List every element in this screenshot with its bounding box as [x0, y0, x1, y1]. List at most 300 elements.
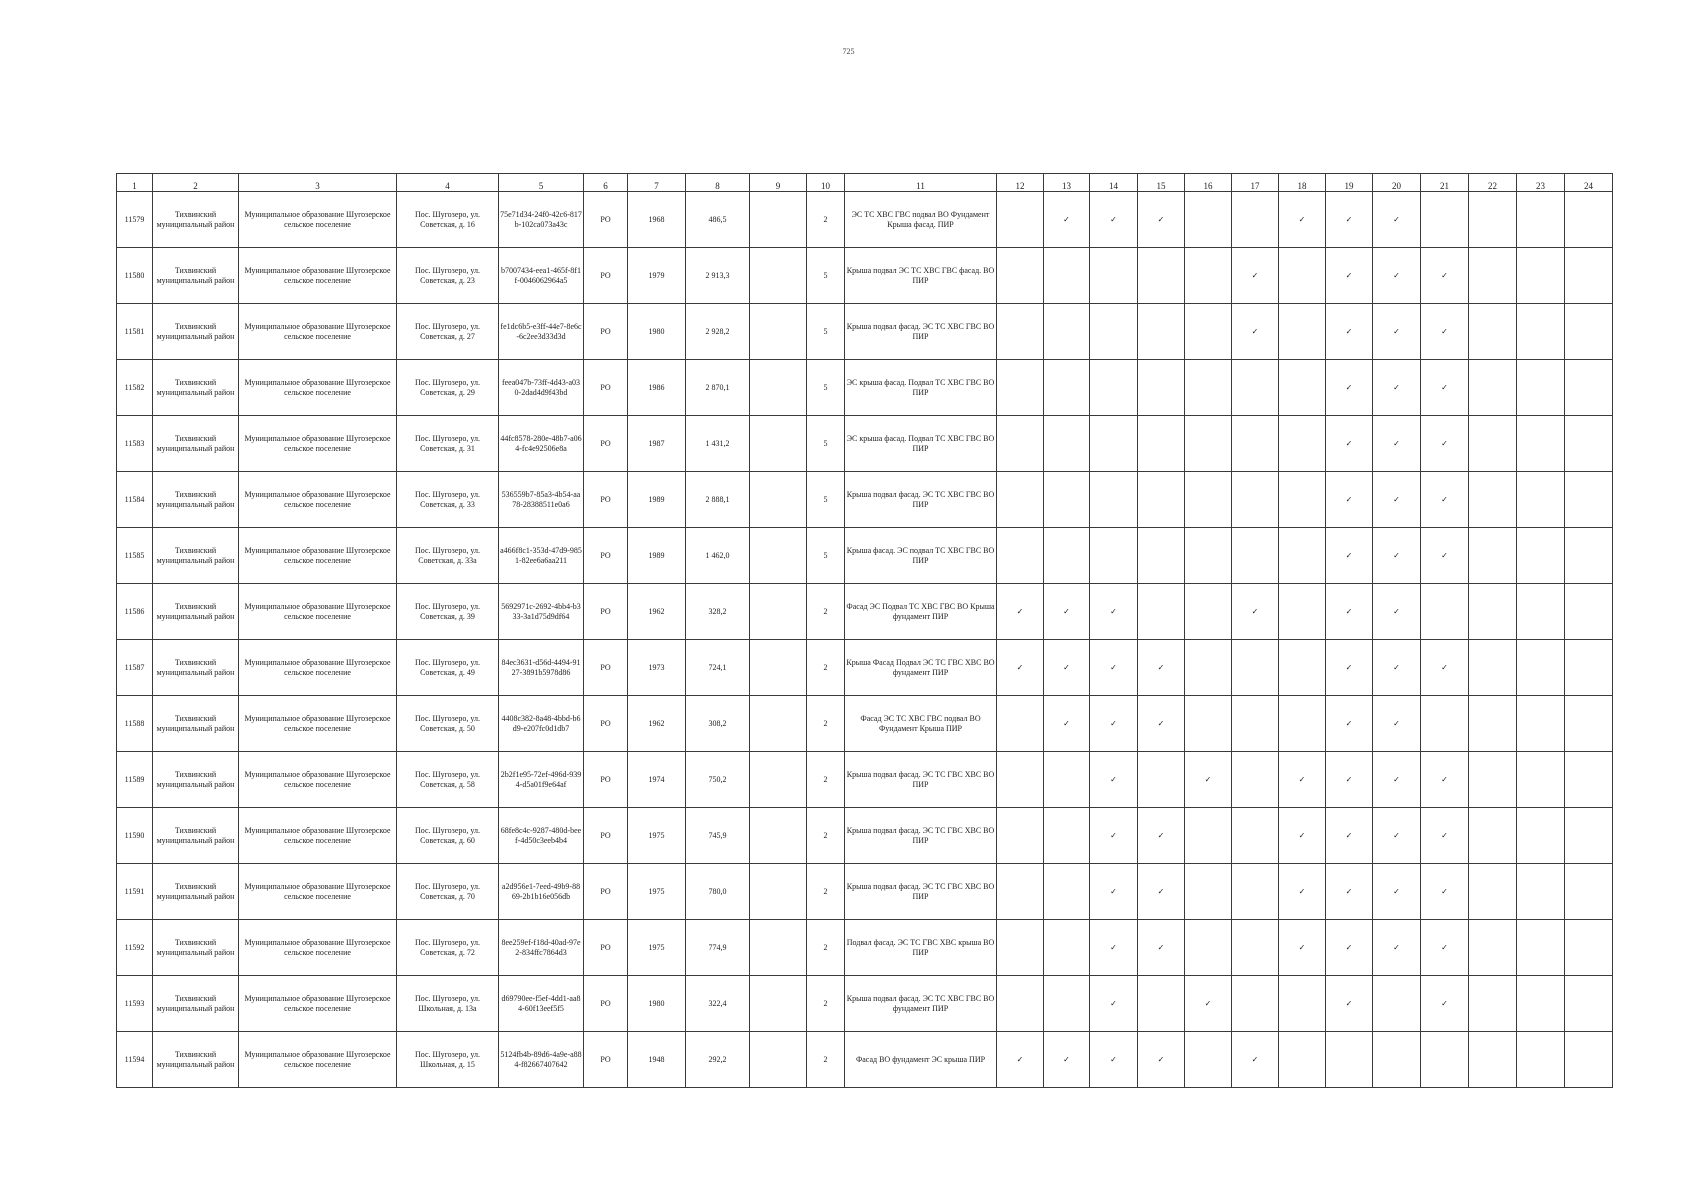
address-cell: Пос. Шугозеро, ул. Советская, д. 72: [397, 920, 499, 976]
work-flag-col-17: [1232, 528, 1279, 584]
build-year-cell: 1973: [628, 640, 686, 696]
district-cell: Тихвинский муниципальный район: [153, 416, 239, 472]
work-flag-col-22: [1469, 528, 1517, 584]
work-flag-col-15: [1138, 248, 1185, 304]
work-flag-col-23: [1517, 528, 1565, 584]
municipality-cell: Муниципальное образование Шугозерское сельское поселение: [239, 416, 397, 472]
works-list-cell: Фасад ЭС ТС ХВС ГВС подвал ВО Фундамент Крыша ПИР: [845, 696, 997, 752]
checkmark-icon: ✓: [1345, 830, 1353, 840]
district-cell: Тихвинский муниципальный район: [153, 360, 239, 416]
address-cell: Пос. Шугозеро, ул. Советская, д. 33а: [397, 528, 499, 584]
work-flag-col-14: [1090, 920, 1138, 976]
build-year-cell: 1979: [628, 248, 686, 304]
column-header-13: 13: [1044, 174, 1090, 192]
work-flag-col-19: [1326, 976, 1373, 1032]
address-cell: Пос. Шугозеро, ул. Школьная, д. 13а: [397, 976, 499, 1032]
checkmark-icon: ✓: [1204, 998, 1212, 1008]
district-cell: Тихвинский муниципальный район: [153, 752, 239, 808]
work-flag-col-17: [1232, 640, 1279, 696]
column-header-9: 9: [750, 174, 807, 192]
work-flag-col-13: [1044, 528, 1090, 584]
table-row: [117, 248, 1613, 304]
work-flag-col-20: [1373, 640, 1421, 696]
district-cell: Тихвинский муниципальный район: [153, 528, 239, 584]
row-number: 11592: [117, 920, 153, 976]
management-type-cell: РО: [584, 584, 628, 640]
area-cell: 724,1: [686, 640, 750, 696]
work-flag-col-12: [997, 808, 1044, 864]
address-cell: Пос. Шугозеро, ул. Советская, д. 70: [397, 864, 499, 920]
build-year-cell: 1986: [628, 360, 686, 416]
work-flag-col-20: [1373, 584, 1421, 640]
house-uuid-cell: 2b2f1e95-72ef-496d-9394-d5a01f9e64af: [499, 752, 584, 808]
work-flag-col-22: [1469, 304, 1517, 360]
checkmark-icon: ✓: [1063, 662, 1070, 672]
area-cell: 2 913,3: [686, 248, 750, 304]
works-list-cell: Крыша подвал фасад. ЭС ТС ХВС ГВС ВО фундамент ПИР: [845, 976, 997, 1032]
work-flag-col-12: [997, 528, 1044, 584]
work-flag-col-13: [1044, 920, 1090, 976]
checkmark-icon: ✓: [1345, 214, 1353, 224]
work-flag-col-14: [1090, 416, 1138, 472]
work-flag-col-22: [1469, 248, 1517, 304]
work-flag-col-18: [1279, 304, 1326, 360]
work-flag-col-12: [997, 976, 1044, 1032]
work-flag-col-18: [1279, 360, 1326, 416]
work-flag-col-18: [1279, 416, 1326, 472]
district-cell: Тихвинский муниципальный район: [153, 472, 239, 528]
work-flag-col-19: [1326, 528, 1373, 584]
column-header-21: 21: [1421, 174, 1469, 192]
work-flag-col-17: [1232, 864, 1279, 920]
work-flag-col-23: [1517, 192, 1565, 248]
checkmark-icon: ✓: [1251, 606, 1259, 616]
work-flag-col-13: [1044, 696, 1090, 752]
work-flag-col-18: [1279, 584, 1326, 640]
work-flag-col-18: [1279, 920, 1326, 976]
area-cell: 2 870,1: [686, 360, 750, 416]
address-cell: Пос. Шугозеро, ул. Советская, д. 50: [397, 696, 499, 752]
address-cell: Пос. Шугозеро, ул. Советская, д. 16: [397, 192, 499, 248]
work-flag-col-18: [1279, 864, 1326, 920]
row-number: 11579: [117, 192, 153, 248]
work-flag-col-17: [1232, 248, 1279, 304]
area-cell: 322,4: [686, 976, 750, 1032]
column-header-3: 3: [239, 174, 397, 192]
floors-cell: 2: [807, 808, 845, 864]
work-flag-col-13: [1044, 752, 1090, 808]
checkmark-icon: ✓: [1345, 494, 1353, 504]
work-flag-col-17: [1232, 472, 1279, 528]
row-number: 11594: [117, 1032, 153, 1088]
column-9-cell: [750, 248, 807, 304]
column-header-8: 8: [686, 174, 750, 192]
area-cell: 774,9: [686, 920, 750, 976]
checkmark-icon: ✓: [1441, 830, 1448, 840]
work-flag-col-24: [1565, 752, 1613, 808]
address-cell: Пос. Шугозеро, ул. Советская, д. 49: [397, 640, 499, 696]
work-flag-col-13: [1044, 360, 1090, 416]
management-type-cell: РО: [584, 696, 628, 752]
row-number: 11593: [117, 976, 153, 1032]
work-flag-col-18: [1279, 696, 1326, 752]
floors-cell: 2: [807, 976, 845, 1032]
checkmark-icon: ✓: [1441, 270, 1448, 280]
management-type-cell: РО: [584, 1032, 628, 1088]
column-header-7: 7: [628, 174, 686, 192]
column-header-17: 17: [1232, 174, 1279, 192]
area-cell: 745,9: [686, 808, 750, 864]
table-row: [117, 528, 1613, 584]
work-flag-col-17: [1232, 584, 1279, 640]
checkmark-icon: ✓: [1157, 718, 1165, 728]
works-list-cell: Фасад ЭС Подвал ТС ХВС ГВС ВО Крыша фундамент ПИР: [845, 584, 997, 640]
work-flag-col-18: [1279, 192, 1326, 248]
works-list-cell: Крыша фасад. ЭС подвал ТС ХВС ГВС ВО ПИР: [845, 528, 997, 584]
column-header-6: 6: [584, 174, 628, 192]
column-header-10: 10: [807, 174, 845, 192]
works-list-cell: Крыша подвал фасад. ЭС ТС ГВС ХВС ВО ПИР: [845, 808, 997, 864]
work-flag-col-13: [1044, 304, 1090, 360]
column-9-cell: [750, 528, 807, 584]
municipality-cell: Муниципальное образование Шугозерское сельское поселение: [239, 752, 397, 808]
works-list-cell: Крыша подвал ЭС ТС ХВС ГВС фасад. ВО ПИР: [845, 248, 997, 304]
work-flag-col-12: [997, 584, 1044, 640]
checkmark-icon: ✓: [1393, 214, 1400, 224]
work-flag-col-22: [1469, 640, 1517, 696]
checkmark-icon: ✓: [1110, 942, 1117, 952]
build-year-cell: 1989: [628, 472, 686, 528]
checkmark-icon: ✓: [1393, 494, 1400, 504]
checkmark-icon: ✓: [1298, 774, 1306, 784]
work-flag-col-15: [1138, 304, 1185, 360]
work-flag-col-14: [1090, 528, 1138, 584]
works-list-cell: ЭС ТС ХВС ГВС подвал ВО Фундамент Крыша фасад. ПИР: [845, 192, 997, 248]
checkmark-icon: ✓: [1441, 774, 1448, 784]
work-flag-col-14: [1090, 304, 1138, 360]
table-body: [117, 192, 1613, 1088]
work-flag-col-23: [1517, 248, 1565, 304]
build-year-cell: 1975: [628, 808, 686, 864]
column-9-cell: [750, 1032, 807, 1088]
work-flag-col-12: [997, 1032, 1044, 1088]
checkmark-icon: ✓: [1063, 1054, 1070, 1064]
work-flag-col-23: [1517, 304, 1565, 360]
work-flag-col-22: [1469, 920, 1517, 976]
work-flag-col-19: [1326, 640, 1373, 696]
checkmark-icon: ✓: [1393, 438, 1400, 448]
work-flag-col-19: [1326, 248, 1373, 304]
municipality-cell: Муниципальное образование Шугозерское сельское поселение: [239, 864, 397, 920]
municipality-cell: Муниципальное образование Шугозерское сельское поселение: [239, 640, 397, 696]
work-flag-col-19: [1326, 472, 1373, 528]
checkmark-icon: ✓: [1345, 606, 1353, 616]
works-list-cell: Крыша подвал фасад. ЭС ТС ГВС ХВС ВО ПИР: [845, 752, 997, 808]
work-flag-col-18: [1279, 248, 1326, 304]
works-list-cell: Крыша подвал фасад. ЭС ТС ХВС ГВС ВО ПИР: [845, 304, 997, 360]
work-flag-col-18: [1279, 808, 1326, 864]
checkmark-icon: ✓: [1110, 886, 1117, 896]
column-9-cell: [750, 304, 807, 360]
work-flag-col-23: [1517, 696, 1565, 752]
table-row: [117, 1032, 1613, 1088]
district-cell: Тихвинский муниципальный район: [153, 976, 239, 1032]
work-flag-col-15: [1138, 360, 1185, 416]
works-list-cell: Фасад ВО фундамент ЭС крыша ПИР: [845, 1032, 997, 1088]
area-cell: 750,2: [686, 752, 750, 808]
checkmark-icon: ✓: [1110, 606, 1117, 616]
checkmark-icon: ✓: [1441, 438, 1448, 448]
work-flag-col-12: [997, 696, 1044, 752]
work-flag-col-14: [1090, 696, 1138, 752]
management-type-cell: РО: [584, 920, 628, 976]
work-flag-col-23: [1517, 472, 1565, 528]
work-flag-col-15: [1138, 696, 1185, 752]
floors-cell: 5: [807, 304, 845, 360]
checkmark-icon: ✓: [1393, 550, 1400, 560]
work-flag-col-15: [1138, 416, 1185, 472]
column-header-24: 24: [1565, 174, 1613, 192]
work-flag-col-23: [1517, 416, 1565, 472]
work-flag-col-16: [1185, 528, 1232, 584]
table-row: [117, 304, 1613, 360]
table-row: [117, 864, 1613, 920]
work-flag-col-13: [1044, 976, 1090, 1032]
checkmark-icon: ✓: [1393, 662, 1400, 672]
checkmark-icon: ✓: [1110, 774, 1117, 784]
work-flag-col-16: [1185, 416, 1232, 472]
address-cell: Пос. Шугозеро, ул. Советская, д. 31: [397, 416, 499, 472]
work-flag-col-17: [1232, 696, 1279, 752]
management-type-cell: РО: [584, 416, 628, 472]
floors-cell: 2: [807, 1032, 845, 1088]
work-flag-col-15: [1138, 920, 1185, 976]
row-number: 11587: [117, 640, 153, 696]
work-flag-col-23: [1517, 360, 1565, 416]
page-number: 725: [842, 47, 855, 56]
checkmark-icon: ✓: [1345, 550, 1353, 560]
work-flag-col-14: [1090, 584, 1138, 640]
work-flag-col-24: [1565, 360, 1613, 416]
work-flag-col-14: [1090, 360, 1138, 416]
work-flag-col-15: [1138, 472, 1185, 528]
row-number: 11583: [117, 416, 153, 472]
build-year-cell: 1980: [628, 976, 686, 1032]
work-flag-col-20: [1373, 976, 1421, 1032]
area-cell: 328,2: [686, 584, 750, 640]
work-flag-col-17: [1232, 360, 1279, 416]
checkmark-icon: ✓: [1016, 606, 1024, 616]
work-flag-col-17: [1232, 192, 1279, 248]
work-flag-col-16: [1185, 304, 1232, 360]
work-flag-col-24: [1565, 920, 1613, 976]
work-flag-col-13: [1044, 584, 1090, 640]
house-uuid-cell: a2d956e1-7eed-49b9-8869-2b1b16e056db: [499, 864, 584, 920]
row-number: 11580: [117, 248, 153, 304]
work-flag-col-24: [1565, 192, 1613, 248]
municipality-cell: Муниципальное образование Шугозерское сельское поселение: [239, 584, 397, 640]
work-flag-col-17: [1232, 1032, 1279, 1088]
work-flag-col-15: [1138, 192, 1185, 248]
management-type-cell: РО: [584, 304, 628, 360]
checkmark-icon: ✓: [1345, 718, 1353, 728]
work-flag-col-17: [1232, 752, 1279, 808]
work-flag-col-22: [1469, 696, 1517, 752]
table-row: [117, 752, 1613, 808]
build-year-cell: 1948: [628, 1032, 686, 1088]
checkmark-icon: ✓: [1441, 942, 1448, 952]
work-flag-col-21: [1421, 976, 1469, 1032]
column-9-cell: [750, 752, 807, 808]
management-type-cell: РО: [584, 640, 628, 696]
work-flag-col-19: [1326, 920, 1373, 976]
work-flag-col-24: [1565, 472, 1613, 528]
work-flag-col-23: [1517, 808, 1565, 864]
work-flag-col-18: [1279, 640, 1326, 696]
work-flag-col-12: [997, 640, 1044, 696]
work-flag-col-23: [1517, 640, 1565, 696]
floors-cell: 2: [807, 584, 845, 640]
work-flag-col-14: [1090, 864, 1138, 920]
work-flag-col-21: [1421, 528, 1469, 584]
checkmark-icon: ✓: [1251, 326, 1259, 336]
checkmark-icon: ✓: [1298, 830, 1306, 840]
work-flag-col-22: [1469, 472, 1517, 528]
work-flag-col-23: [1517, 1032, 1565, 1088]
work-flag-col-13: [1044, 864, 1090, 920]
column-header-2: 2: [153, 174, 239, 192]
work-flag-col-19: [1326, 416, 1373, 472]
floors-cell: 5: [807, 416, 845, 472]
floors-cell: 2: [807, 696, 845, 752]
checkmark-icon: ✓: [1345, 382, 1353, 392]
work-flag-col-20: [1373, 528, 1421, 584]
column-header-11: 11: [845, 174, 997, 192]
work-flag-col-21: [1421, 416, 1469, 472]
floors-cell: 2: [807, 640, 845, 696]
work-flag-col-17: [1232, 416, 1279, 472]
work-flag-col-20: [1373, 920, 1421, 976]
work-flag-col-13: [1044, 472, 1090, 528]
management-type-cell: РО: [584, 472, 628, 528]
management-type-cell: РО: [584, 976, 628, 1032]
work-flag-col-16: [1185, 920, 1232, 976]
work-flag-col-20: [1373, 360, 1421, 416]
house-uuid-cell: 4408c382-8a48-4bbd-b6d9-e207fc0d1db7: [499, 696, 584, 752]
area-cell: 292,2: [686, 1032, 750, 1088]
row-number: 11586: [117, 584, 153, 640]
work-flag-col-12: [997, 752, 1044, 808]
work-flag-col-23: [1517, 920, 1565, 976]
checkmark-icon: ✓: [1345, 942, 1353, 952]
checkmark-icon: ✓: [1110, 718, 1117, 728]
checkmark-icon: ✓: [1345, 326, 1353, 336]
build-year-cell: 1989: [628, 528, 686, 584]
municipality-cell: Муниципальное образование Шугозерское сельское поселение: [239, 1032, 397, 1088]
column-header-1: 1: [117, 174, 153, 192]
work-flag-col-20: [1373, 192, 1421, 248]
floors-cell: 5: [807, 248, 845, 304]
work-flag-col-16: [1185, 248, 1232, 304]
work-flag-col-16: [1185, 976, 1232, 1032]
work-flag-col-17: [1232, 304, 1279, 360]
work-flag-col-22: [1469, 584, 1517, 640]
district-cell: Тихвинский муниципальный район: [153, 304, 239, 360]
work-flag-col-12: [997, 416, 1044, 472]
build-year-cell: 1962: [628, 584, 686, 640]
work-flag-col-13: [1044, 1032, 1090, 1088]
house-uuid-cell: d69790ee-f5ef-4dd1-aa84-60f13eef5f5: [499, 976, 584, 1032]
work-flag-col-21: [1421, 864, 1469, 920]
municipality-cell: Муниципальное образование Шугозерское сельское поселение: [239, 976, 397, 1032]
work-flag-col-22: [1469, 1032, 1517, 1088]
house-uuid-cell: fe1dc6b5-e3ff-44e7-8e6c-6c2ee3d33d3d: [499, 304, 584, 360]
house-uuid-cell: 536559b7-85a3-4b54-aa78-28388511e0a6: [499, 472, 584, 528]
work-flag-col-21: [1421, 472, 1469, 528]
checkmark-icon: ✓: [1393, 382, 1400, 392]
house-uuid-cell: 5124fb4b-89d6-4a9e-a884-f82667407642: [499, 1032, 584, 1088]
column-9-cell: [750, 584, 807, 640]
municipality-cell: Муниципальное образование Шугозерское сельское поселение: [239, 192, 397, 248]
work-flag-col-14: [1090, 472, 1138, 528]
checkmark-icon: ✓: [1393, 270, 1400, 280]
floors-cell: 2: [807, 752, 845, 808]
column-header-14: 14: [1090, 174, 1138, 192]
work-flag-col-16: [1185, 864, 1232, 920]
address-cell: Пос. Шугозеро, ул. Советская, д. 60: [397, 808, 499, 864]
table-row: [117, 360, 1613, 416]
work-flag-col-19: [1326, 584, 1373, 640]
checkmark-icon: ✓: [1110, 830, 1117, 840]
work-flag-col-12: [997, 192, 1044, 248]
work-flag-col-21: [1421, 640, 1469, 696]
work-flag-col-14: [1090, 640, 1138, 696]
district-cell: Тихвинский муниципальный район: [153, 1032, 239, 1088]
checkmark-icon: ✓: [1441, 494, 1448, 504]
house-uuid-cell: 5692971c-2692-4bb4-b333-3a1d75d9df64: [499, 584, 584, 640]
district-cell: Тихвинский муниципальный район: [153, 808, 239, 864]
work-flag-col-15: [1138, 864, 1185, 920]
address-cell: Пос. Шугозеро, ул. Советская, д. 39: [397, 584, 499, 640]
municipality-cell: Муниципальное образование Шугозерское сельское поселение: [239, 248, 397, 304]
work-flag-col-22: [1469, 360, 1517, 416]
checkmark-icon: ✓: [1345, 774, 1353, 784]
work-flag-col-13: [1044, 808, 1090, 864]
checkmark-icon: ✓: [1345, 270, 1353, 280]
address-cell: Пос. Шугозеро, ул. Советская, д. 23: [397, 248, 499, 304]
checkmark-icon: ✓: [1110, 214, 1117, 224]
work-flag-col-15: [1138, 640, 1185, 696]
table-row: [117, 192, 1613, 248]
works-list-cell: Крыша подвал фасад. ЭС ТС ГВС ХВС ВО ПИР: [845, 864, 997, 920]
address-cell: Пос. Шугозеро, ул. Советская, д. 33: [397, 472, 499, 528]
address-cell: Пос. Шугозеро, ул. Советская, д. 58: [397, 752, 499, 808]
work-flag-col-22: [1469, 192, 1517, 248]
work-flag-col-20: [1373, 808, 1421, 864]
work-flag-col-14: [1090, 192, 1138, 248]
build-year-cell: 1975: [628, 864, 686, 920]
house-uuid-cell: 68fe8c4c-9287-480d-beef-4d50c3eeb4b4: [499, 808, 584, 864]
work-flag-col-13: [1044, 192, 1090, 248]
work-flag-col-13: [1044, 248, 1090, 304]
column-header-23: 23: [1517, 174, 1565, 192]
floors-cell: 5: [807, 472, 845, 528]
work-flag-col-22: [1469, 808, 1517, 864]
column-header-20: 20: [1373, 174, 1421, 192]
work-flag-col-14: [1090, 1032, 1138, 1088]
work-flag-col-15: [1138, 528, 1185, 584]
district-cell: Тихвинский муниципальный район: [153, 696, 239, 752]
